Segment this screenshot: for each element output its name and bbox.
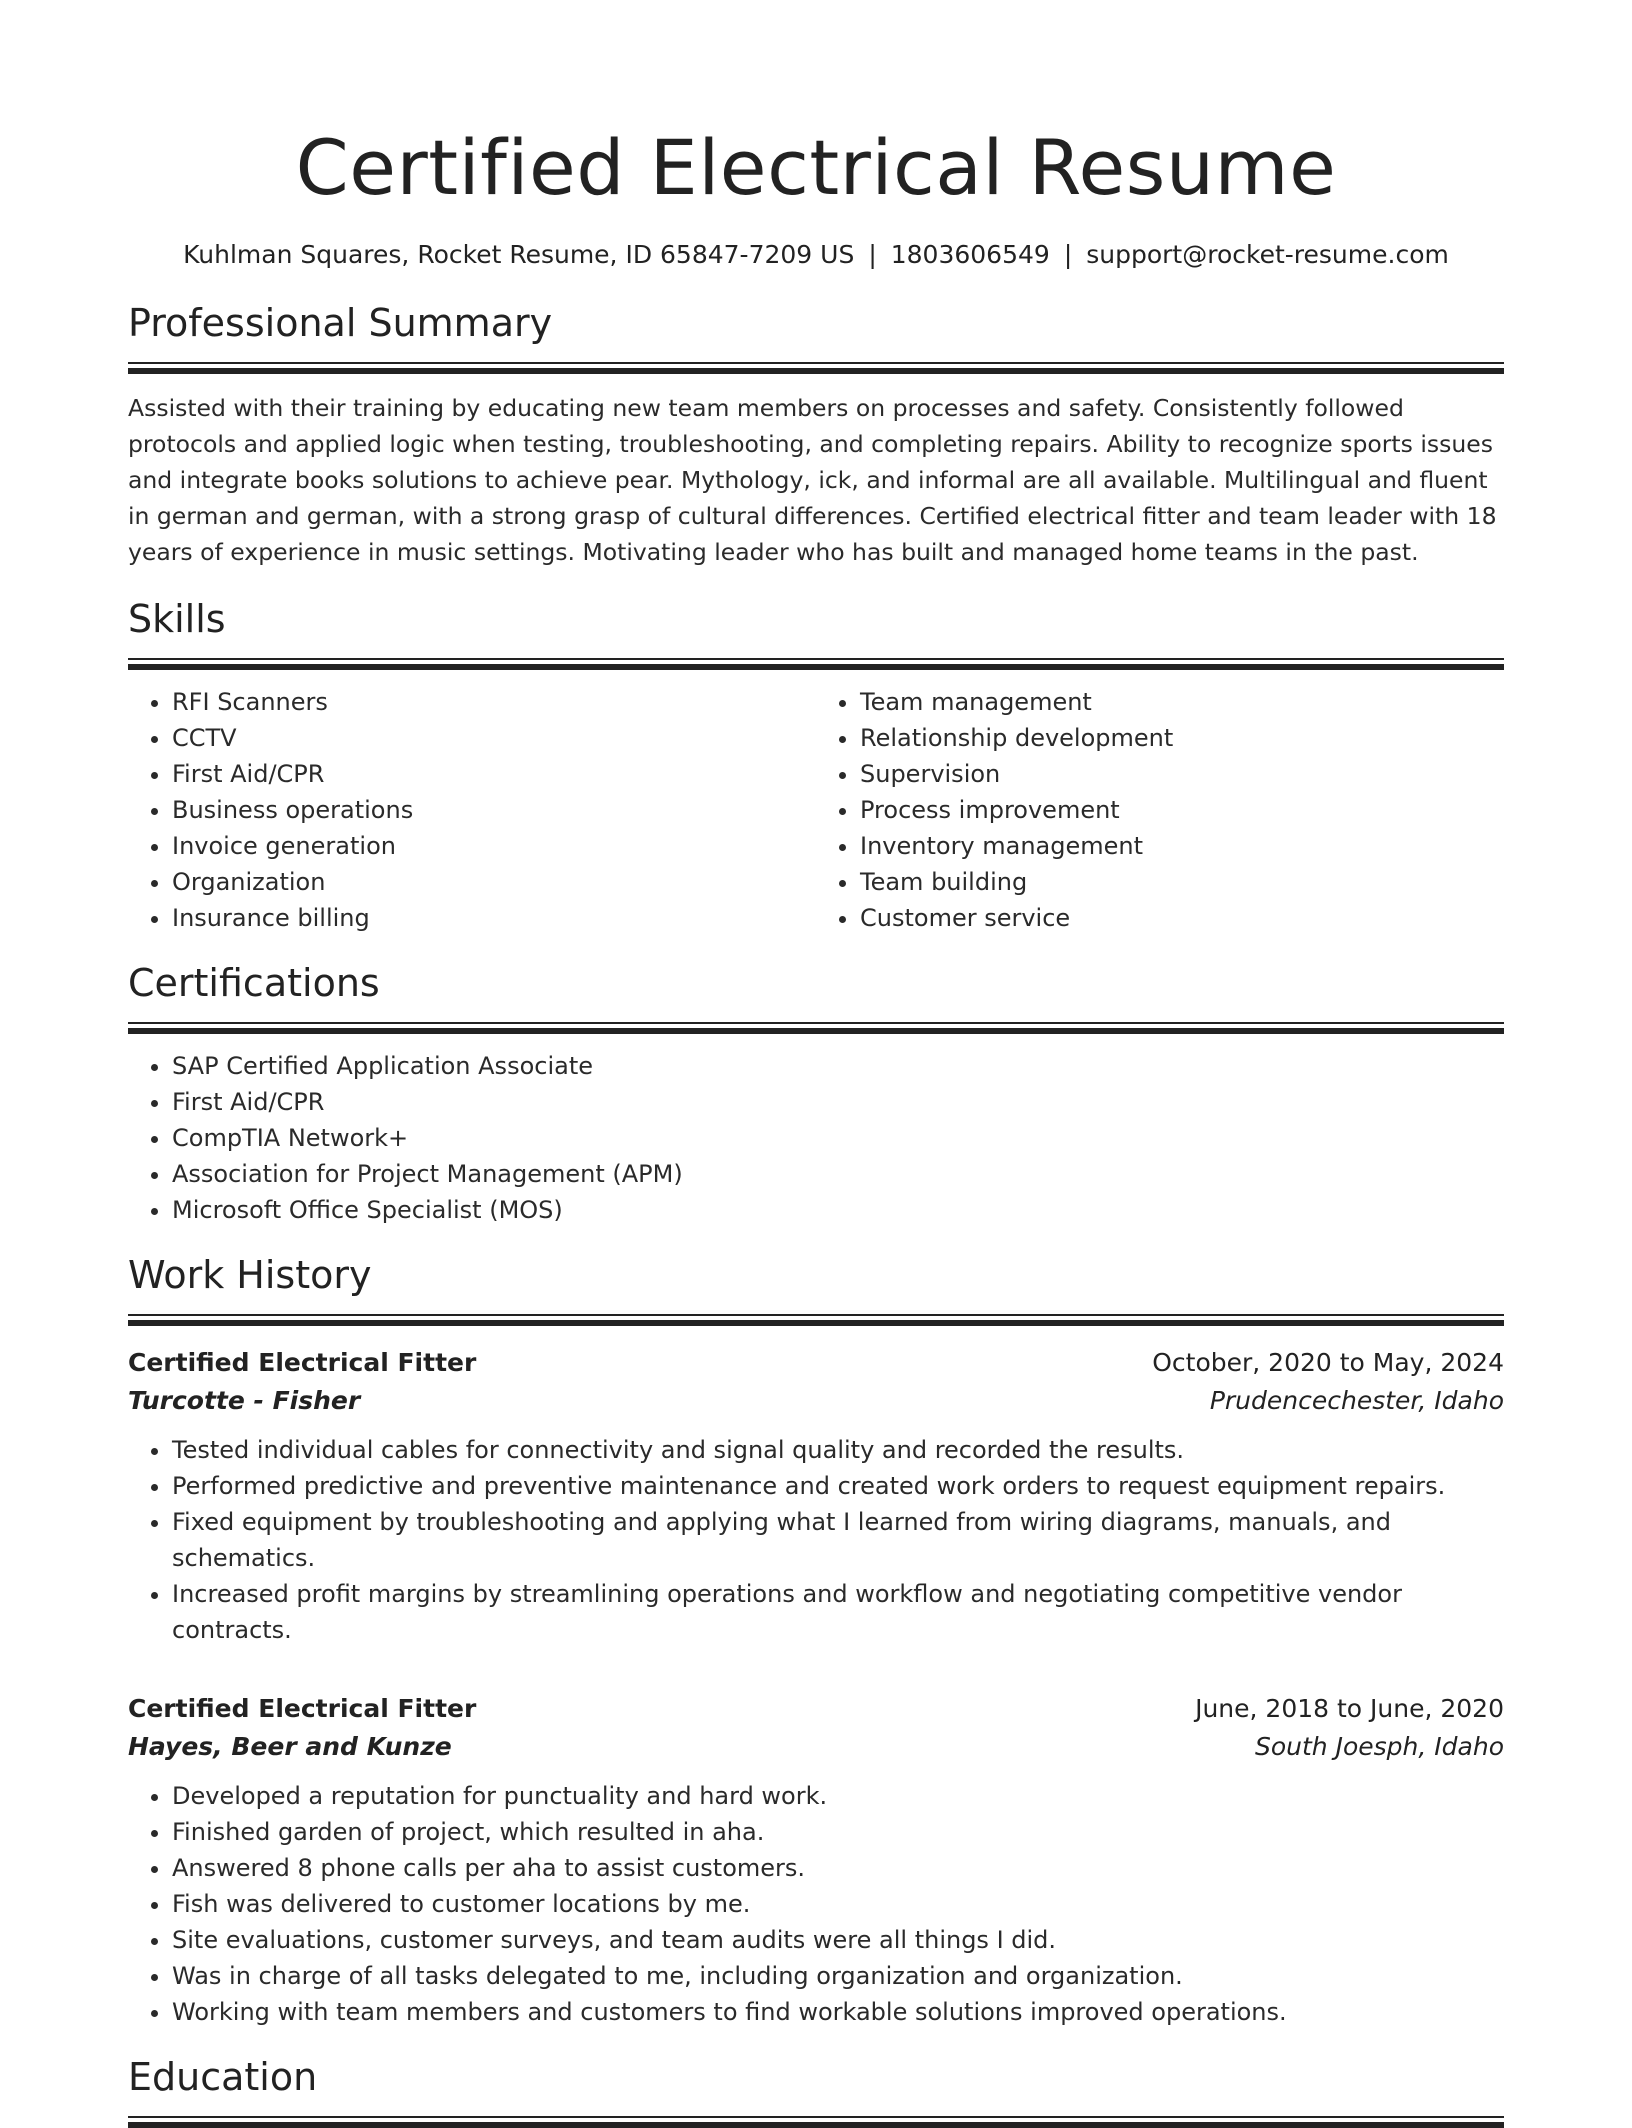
job-title: Certified Electrical Fitter (128, 1348, 477, 1377)
list-item: • Fixed equipment by troubleshooting and applying what I learned from wiring diagrams, manuals, and schematics. (172, 1504, 1504, 1576)
job-location: South Joesph, Idaho (1255, 1732, 1504, 1761)
list-item: • CompTIA Network+ (172, 1120, 1504, 1156)
job-subheader (128, 1382, 1504, 1420)
contact-address: Kuhlman Squares, Rocket Resume, ID 65847-7209 US (183, 240, 855, 269)
list-item: • RFI Scanners (172, 684, 816, 720)
section-divider (128, 1022, 1504, 1034)
education-section (128, 2052, 1504, 2128)
list-item: • First Aid/CPR (172, 756, 816, 792)
skills-section (128, 594, 1504, 936)
list-item: • First Aid/CPR (172, 1084, 1504, 1120)
list-item: • Inventory management (860, 828, 1504, 864)
contact-phone: 1803606549 (890, 240, 1050, 269)
certifications-heading: Certifications (128, 961, 380, 1005)
list-item: • Relationship development (860, 720, 1504, 756)
job-company: Turcotte - Fisher (128, 1386, 361, 1415)
list-item: • Customer service (860, 900, 1504, 936)
summary-section (128, 298, 1504, 570)
work-history-heading: Work History (128, 1253, 372, 1297)
job-dates: June, 2018 to June, 2020 (1195, 1694, 1504, 1723)
contact-email: support@rocket-resume.com (1086, 240, 1449, 269)
section-divider (128, 1314, 1504, 1326)
section-divider (128, 362, 1504, 374)
contact-separator: | (868, 240, 877, 269)
job-company: Hayes, Beer and Kunze (128, 1732, 452, 1761)
list-item: • Tested individual cables for connectivity and signal quality and recorded the results. (172, 1432, 1504, 1468)
list-item: • Invoice generation (172, 828, 816, 864)
list-item: • Finished garden of project, which resulted in aha. (172, 1814, 1504, 1850)
list-item: • Developed a reputation for punctuality and hard work. (172, 1778, 1504, 1814)
list-item: • Team management (860, 684, 1504, 720)
job-title: Certified Electrical Fitter (128, 1694, 477, 1723)
section-divider (128, 2116, 1504, 2128)
summary-heading: Professional Summary (128, 301, 553, 345)
contact-line (128, 238, 1504, 272)
list-item: • Organization (172, 864, 816, 900)
work-history-section (128, 1250, 1504, 2030)
list-item: • Team building (860, 864, 1504, 900)
list-item: • SAP Certified Application Associate (172, 1048, 1504, 1084)
skills-grid (128, 670, 1504, 936)
job-header (128, 1690, 1504, 1728)
certifications-list (128, 1048, 1504, 1228)
job-bullets (128, 1432, 1504, 1648)
contact-separator: | (1063, 240, 1073, 269)
skills-list-right (816, 684, 1504, 936)
education-heading: Education (128, 2055, 318, 2099)
list-item: • Site evaluations, customer surveys, and team audits were all things I did. (172, 1922, 1504, 1958)
list-item: • Fish was delivered to customer locations by me. (172, 1886, 1504, 1922)
job-entry (128, 1344, 1504, 1648)
job-subheader (128, 1728, 1504, 1766)
list-item: • Answered 8 phone calls per aha to assist customers. (172, 1850, 1504, 1886)
list-item: • Increased profit margins by streamlining operations and workflow and negotiating competitive vendor contracts. (172, 1576, 1504, 1648)
resume-title: Certified Electrical Resume (295, 123, 1337, 212)
job-location: Prudencechester, Idaho (1209, 1386, 1504, 1415)
job-entry (128, 1690, 1504, 2030)
list-item: • Association for Project Management (APM) (172, 1156, 1504, 1192)
list-item: • Process improvement (860, 792, 1504, 828)
list-item: • Supervision (860, 756, 1504, 792)
job-dates: October, 2020 to May, 2024 (1152, 1348, 1504, 1377)
list-item: • CCTV (172, 720, 816, 756)
list-item: • Business operations (172, 792, 816, 828)
list-item: • Working with team members and customers to find workable solutions improved operations. (172, 1994, 1504, 2030)
list-item: • Insurance billing (172, 900, 816, 936)
list-item: • Performed predictive and preventive maintenance and created work orders to request equipment repairs. (172, 1468, 1504, 1504)
summary-text: Assisted with their training by educating new team members on processes and safety. Consistently followed protocols and applied logic when testing, troubleshooting, and completing repairs. Ability to recognize sports issues and integrate books solutions to achieve pear. Mythology, ick, and informal are all available. Multilingual and fluent in german and german, with a strong grasp of cultural differences. Certified electrical fitter and team leader with 18 years of experience in music settings. Motivating leader who has built and managed home teams in the past. (128, 394, 1497, 566)
skills-heading: Skills (128, 597, 226, 641)
skills-list-left (128, 684, 816, 936)
list-item: • Microsoft Office Specialist (MOS) (172, 1192, 1504, 1228)
certifications-section (128, 958, 1504, 1228)
job-bullets (128, 1778, 1504, 2030)
list-item: • Was in charge of all tasks delegated to me, including organization and organization. (172, 1958, 1504, 1994)
job-header (128, 1344, 1504, 1382)
section-divider (128, 658, 1504, 670)
